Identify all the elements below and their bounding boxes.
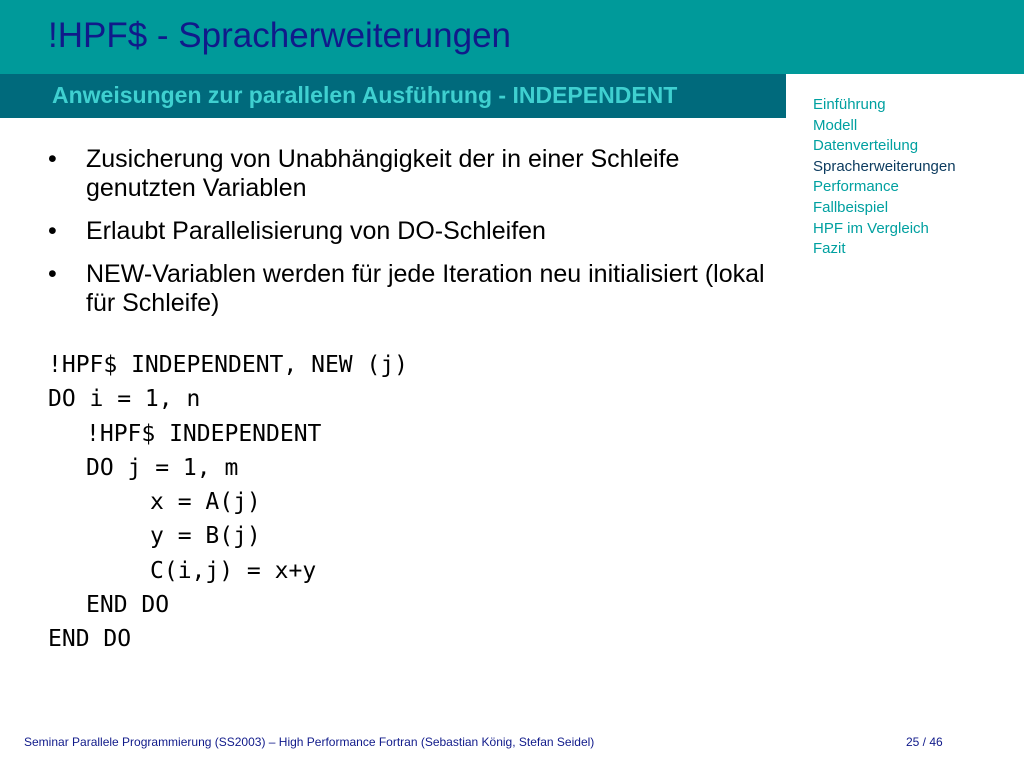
code-line: DO i = 1, n [48, 386, 201, 413]
slide-title: !HPF$ - Spracherweiterungen [48, 16, 511, 55]
code-line: END DO [86, 592, 170, 619]
nav-item-fallbeispiel[interactable]: Fallbeispiel [813, 198, 889, 216]
slide-subtitle: Anweisungen zur parallelen Ausführung - INDEPENDENT [52, 82, 678, 108]
bullet-item [48, 260, 778, 318]
code-line: !HPF$ INDEPENDENT, NEW (j) [48, 352, 409, 378]
bullet-marker: • [48, 260, 57, 288]
code-line: DO j = 1, m [86, 454, 239, 481]
nav-item-einfuehrung[interactable]: Einführung [813, 96, 886, 113]
nav-item-performance[interactable]: Performance [813, 178, 899, 196]
code-line: y = B(j) [150, 523, 261, 550]
page-number: 25 / 46 [906, 735, 943, 749]
nav-item-spracherweiterungen[interactable]: Spracherweiterungen [813, 157, 956, 175]
nav-item-modell[interactable]: Modell [813, 116, 858, 134]
code-block [48, 348, 408, 657]
code-line: END DO [48, 626, 132, 653]
section-nav [813, 95, 956, 260]
bullet-text: Erlaubt Parallelisierung von DO-Schleifen [86, 217, 546, 245]
nav-item-hpf-im-vergleich[interactable]: HPF im Vergleich [813, 219, 929, 237]
bullet-marker: • [48, 145, 57, 173]
footer-text: Seminar Parallele Programmierung (SS2003) – High Performance Fortran (Sebastian König, Stefan Seidel) [24, 735, 595, 749]
bullet-item [48, 145, 778, 203]
bullet-list [48, 145, 778, 332]
bullet-marker: • [48, 217, 57, 245]
bullet-text: NEW-Variablen werden für jede Iteration neu initialisiert (lokal für Schleife) [86, 260, 765, 317]
nav-item-fazit[interactable]: Fazit [813, 240, 846, 258]
code-line: C(i,j) = x+y [150, 557, 317, 584]
code-line: !HPF$ INDEPENDENT [86, 420, 322, 447]
nav-item-datenverteilung[interactable]: Datenverteilung [813, 137, 919, 155]
bullet-item [48, 217, 778, 246]
code-line: x = A(j) [150, 489, 261, 516]
bullet-text: Zusicherung von Unabhängigkeit der in einer Schleife genutzten Variablen [86, 145, 680, 202]
